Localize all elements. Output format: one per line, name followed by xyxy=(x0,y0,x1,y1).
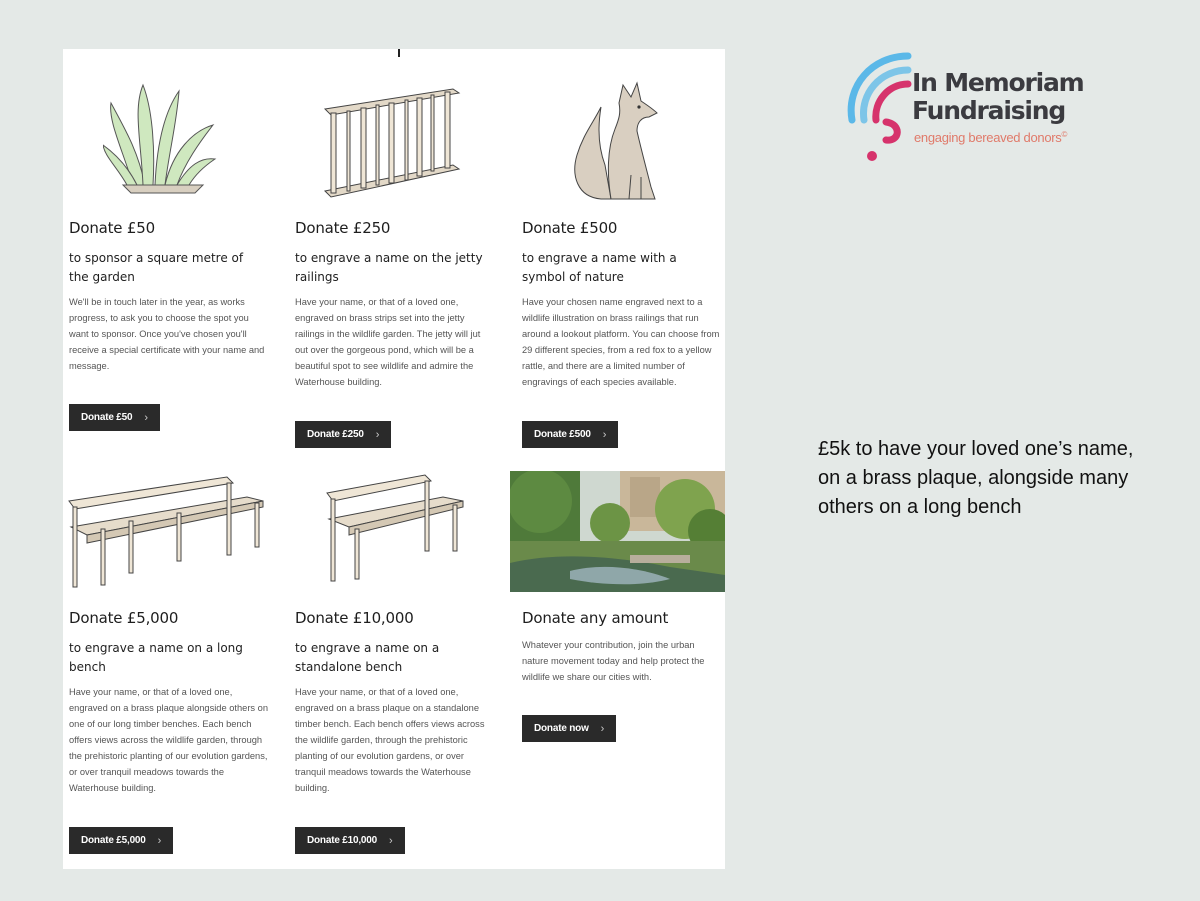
in-memoriam-fundraising-logo xyxy=(842,50,1102,170)
button-label: Donate £10,000 xyxy=(307,835,378,846)
card-title: Donate £500 xyxy=(522,219,618,237)
donate-500-button[interactable] xyxy=(522,421,618,448)
button-label: Donate £50 xyxy=(81,412,133,423)
side-note: £5k to have your loved one’s name, on a brass plaque, alongside many others on a long bench xyxy=(818,438,1134,518)
card-description: We'll be in touch later in the year, as works progress, to ask you to choose the spot you want to sponsor. Once you've chosen you'll receive a special certificate with your name and message. xyxy=(69,297,265,371)
card-description: Have your name, or that of a loved one, engraved on brass strips set into the jetty railings in the wildlife garden. The jetty will jut out over the gorgeous pond, which will be a beautiful spot to see wildlife and admire the Waterhouse building. xyxy=(295,297,481,387)
standalone-bench-illustration xyxy=(325,473,465,583)
button-label: Donate now xyxy=(534,723,589,734)
logo-text-line2: Fundraising xyxy=(912,96,1066,125)
divider-tick xyxy=(398,49,400,57)
chevron-right-icon: › xyxy=(144,411,148,424)
long-bench-illustration xyxy=(67,473,267,589)
chevron-right-icon: › xyxy=(375,428,380,441)
button-label: Donate £250 xyxy=(307,429,364,440)
card-title: Donate £10,000 xyxy=(295,609,414,627)
card-subtitle: to sponsor a square metre of the garden xyxy=(69,251,244,284)
card-title: Donate £5,000 xyxy=(69,609,179,627)
garden-photo xyxy=(510,471,725,592)
donate-5000-button[interactable] xyxy=(69,827,173,854)
card-subtitle: to engrave a name on a long bench xyxy=(69,641,243,674)
chevron-right-icon: › xyxy=(157,834,162,847)
donate-250-button[interactable] xyxy=(295,421,391,448)
donate-50-button[interactable] xyxy=(69,404,160,431)
button-label: Donate £500 xyxy=(534,429,591,440)
card-subtitle: to engrave a name with a symbol of nature xyxy=(522,251,677,284)
card-description: Have your name, or that of a loved one, engraved on a brass plaque on a standalone timber bench. Each bench offers views across the wildlife garden, through the prehistoric planting of our evolution gardens, or over tranquil meadows towards the Waterhouse building. xyxy=(295,687,485,793)
chevron-right-icon: › xyxy=(600,722,605,735)
card-subtitle: to engrave a name on the jetty railings xyxy=(295,251,483,284)
copyright-mark: © xyxy=(1061,130,1068,139)
card-title: Donate £50 xyxy=(69,219,155,237)
card-description: Have your name, or that of a loved one, engraved on a brass plaque alongside others on one of our long timber benches. Each bench offers views across the wildlife garden, through the prehistoric planting of our evolution gardens, or over tranquil meadows towards the Waterhouse building. xyxy=(69,687,268,793)
card-title: Donate £250 xyxy=(295,219,391,237)
grass-illustration xyxy=(103,81,218,199)
card-subtitle: to engrave a name on a standalone bench xyxy=(295,641,440,674)
logo-mark-icon xyxy=(842,50,922,170)
donation-options-panel xyxy=(63,49,725,869)
logo-tagline-text: engaging bereaved donors xyxy=(914,130,1062,145)
donate-10000-button[interactable] xyxy=(295,827,405,854)
chevron-right-icon: › xyxy=(389,834,393,847)
card-title: Donate any amount xyxy=(522,609,669,627)
logo-text-line1: In Memoriam xyxy=(912,68,1084,97)
fox-illustration xyxy=(571,79,661,203)
logo-tagline xyxy=(914,130,1067,145)
chevron-right-icon: › xyxy=(602,428,607,441)
card-description: Whatever your contribution, join the urban nature movement today and help protect the wildlife we share our cities with. xyxy=(522,640,705,682)
card-description: Have your chosen name engraved next to a wildlife illustration on brass railings that run around a lookout platform. You can choose from 29 different species, from a red fox to a yellow rattle, and there are a limited number of engravings of each species available. xyxy=(522,297,720,387)
railings-illustration xyxy=(321,83,461,201)
button-label: Donate £5,000 xyxy=(81,835,146,846)
donate-now-button[interactable] xyxy=(522,715,616,742)
